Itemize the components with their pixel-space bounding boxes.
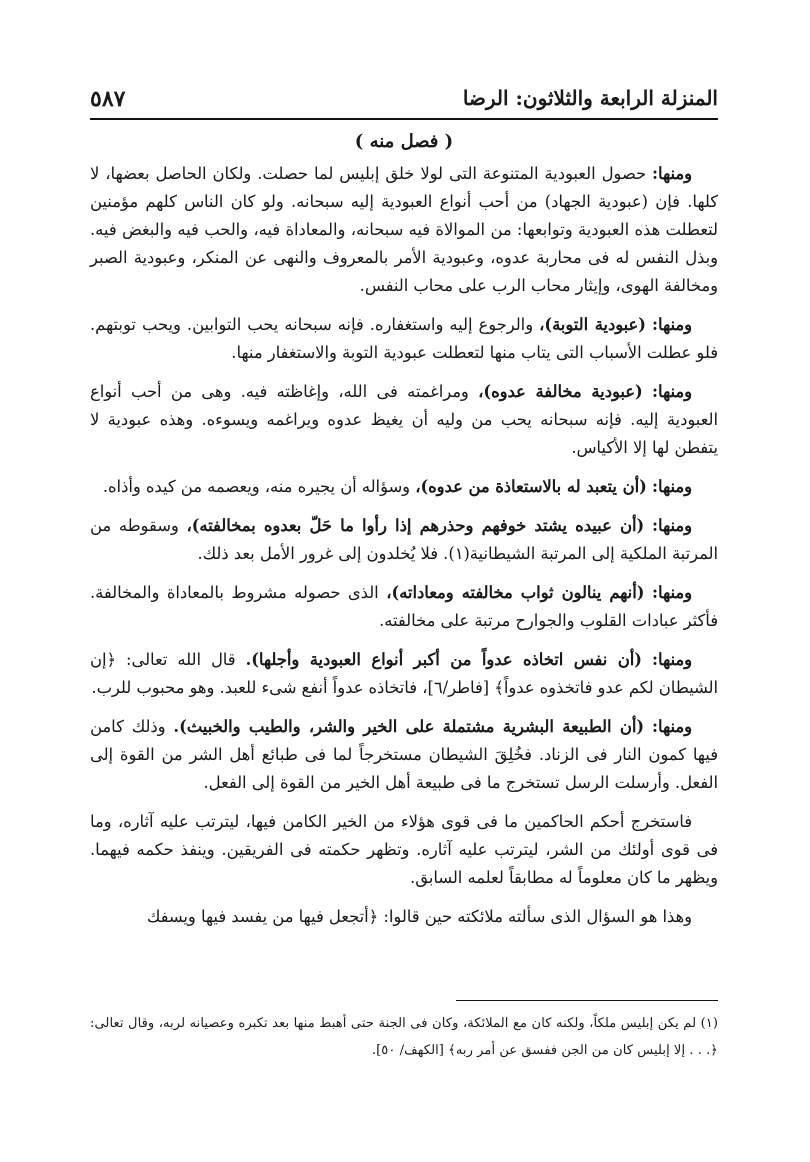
paragraph-key: (أن يتعبد له بالاستعاذة من عدوه)، xyxy=(415,477,647,496)
paragraph-text: وسؤاله أن يجيره منه، ويعصمه من كيده وأذاه. xyxy=(102,477,410,496)
section-title: ( فصل منه ) xyxy=(354,131,454,152)
paragraph-lead: ومنها: xyxy=(652,315,692,334)
paragraph xyxy=(90,579,718,635)
header-rule xyxy=(90,118,718,120)
paragraph-lead: ومنها: xyxy=(652,650,692,669)
paragraph-text: ومراغمته فى الله، وإغاظته فيه. وهى من أحب أنواع العبودية إليه. فإنه سبحانه يحب من وليه أن يغيظ عدوه ويراغمه ويسوءه. وهذه عبودية لا يتفطن لها إلا الأكياس. xyxy=(90,382,718,457)
paragraph-key: (أن الطبيعة البشرية مشتملة على الخير والشر، والطيب والخبيث). xyxy=(173,717,645,736)
running-title: المنزلة الرابعة والثلاثون: الرضا xyxy=(462,86,718,110)
paragraph-text: وذلك كامن فيها كمون النار فى الزناد. فخُلِقَ الشيطان مستخرجاً لما فى طبائع أهل الشر من القوة إلى الفعل. وأرسلت الرسل تستخرج ما فى طبيعة أهل الخير من القوة إلى الفعل. xyxy=(90,717,718,792)
paragraph xyxy=(90,646,718,702)
paragraph-key: (عبودية مخالفة عدوه)، xyxy=(478,382,643,401)
main-text xyxy=(90,160,718,942)
paragraph xyxy=(90,473,718,501)
paragraph-lead: ومنها: xyxy=(652,382,692,401)
paragraph-text: الذى حصوله مشروط بالمعاداة والمخالفة. فأكثر عبادات القلوب والجوارح مرتبة على مخالفته. xyxy=(90,583,718,630)
paragraph-key: (أن عبيده يشتد خوفهم وحذرهم إذا رأوا ما حَلّ بعدوه بمخالفته)، xyxy=(186,516,645,535)
paragraph-text: والرجوع إليه واستغفاره. فإنه سبحانه يحب التوابين. ويحب توبتهم. فلو عطلت الأسباب التى يتاب منها لتعطلت عبودية التوبة والاستغفار منها. xyxy=(90,315,718,362)
page-number: ٥٨٧ xyxy=(90,86,126,112)
paragraph-key: (أن نفس اتخاذه عدواً من أكبر أنواع العبودية وأجلها). xyxy=(245,650,642,669)
paragraph-lead: ومنها: xyxy=(651,516,692,535)
paragraph-lead: ومنها: xyxy=(652,717,693,736)
footnote-rule xyxy=(456,1000,718,1001)
paragraph-key: (أنهم ينالون ثواب مخالفته ومعاداته)، xyxy=(386,583,645,602)
paragraph-text: فاستخرج أحكم الحاكمين ما فى قوى هؤلاء من الخير الكامن فيها، ليترتب عليه آثاره، وما فى قوى أولئك من الشر، ليترتب عليه آثاره. وتظهر حكمته فى الفريقين. وينفذ حكمه فيهما. ويظهر ما كان معلوماً له مطابقاً لعلمه السابق. xyxy=(90,812,718,887)
paragraph-text: حصول العبودية المتنوعة التى لولا خلق إبليس لما حصلت. ولكان الحاصل بعضها، لا كلها. فإن (عبودية الجهاد) من أحب أنواع العبودية إليه سبحانه. ولو كان الناس كلهم مؤمنين لتعطلت هذه العبودية وتوابعها: من الموالاة فيه سبحانه، والمعاداة فيه، والحب فيه والبغض فيه. وبذل النفس له فى محاربة عدوه، وعبودية الأمر بالمعروف والنهى عن المنكر، وعبودية الصبر ومخالفة الهوى، وإيثار محاب الرب على محاب النفس. xyxy=(90,164,718,295)
footnote: (١) لم يكن إبليس ملكاً، ولكنه كان مع الملائكة، وكان فى الجنة حتى أهبط منها بعد تكبره وعصيانه لربه، وقال تعالى: ﴿. . . إلا إبليس كان من الجن ففسق عن أمر ربه﴾ [الكهف/ ٥٠]. xyxy=(90,1016,718,1058)
paragraph xyxy=(90,311,718,367)
paragraph-text: وسقوطه من المرتبة الملكية إلى المرتبة الشيطانية(١). فلا يُخلدون إلى غرور الأمل بعد ذلك. xyxy=(90,516,718,563)
paragraph-text: وهذا هو السؤال الذى سألته ملائكته حين قالوا: ﴿أتجعل فيها من يفسد فيها ويسفك xyxy=(146,907,692,926)
paragraph-key: (عبودية التوبة)، xyxy=(539,315,646,334)
paragraph xyxy=(90,378,718,462)
paragraph-lead: ومنها: xyxy=(652,583,692,602)
paragraph-text: قال الله تعالى: ﴿إن الشيطان لكم عدو فاتخذوه عدواً﴾ [فاطر/٦]، فاتخاذه عدواً أنفع شىء للعبد. وهو محبوب للرب. xyxy=(90,650,718,697)
paragraph xyxy=(90,512,718,568)
page-header xyxy=(90,84,718,118)
paragraph xyxy=(90,903,718,931)
paragraph xyxy=(90,160,718,300)
paragraph xyxy=(90,713,718,797)
paragraph-lead: ومنها: xyxy=(652,164,692,183)
paragraph-lead: ومنها: xyxy=(652,477,692,496)
paragraph xyxy=(90,808,718,892)
